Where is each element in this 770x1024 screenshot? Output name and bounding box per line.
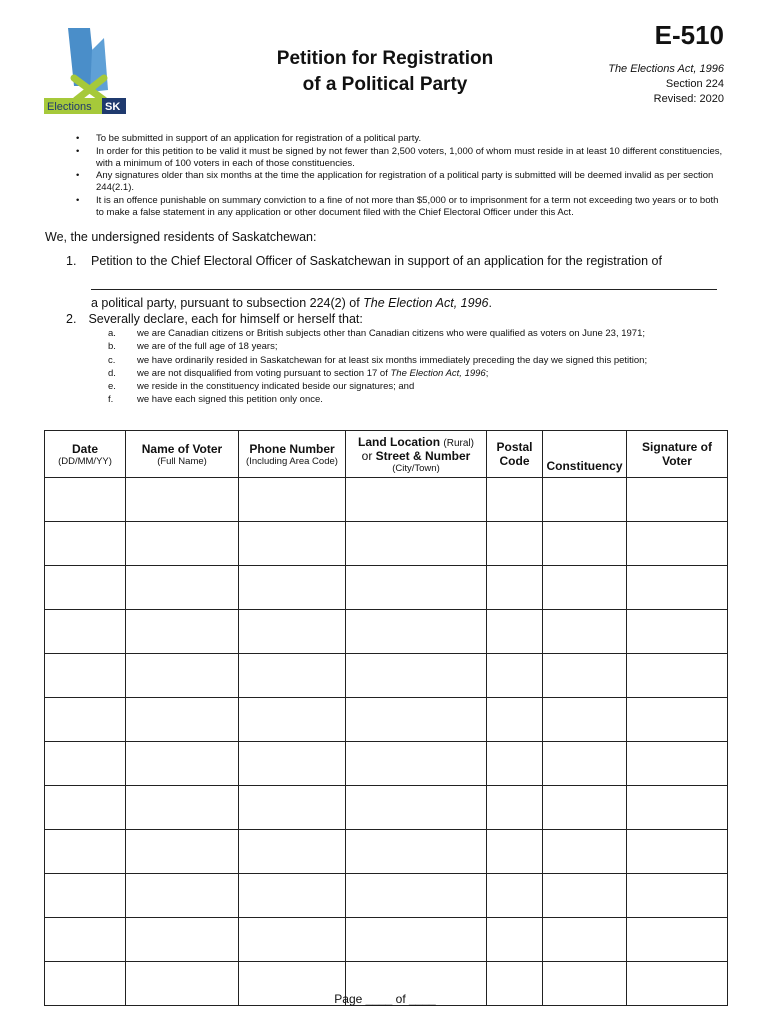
phone-cell[interactable] xyxy=(239,786,346,830)
constituency-cell[interactable] xyxy=(543,742,627,786)
header-label: Date xyxy=(71,441,98,456)
item-text: a political party, pursuant to subsection 224(2) of xyxy=(91,296,364,310)
intro-statement: We, the undersigned residents of Saskatchewan: xyxy=(45,230,317,244)
table-row xyxy=(45,918,728,962)
land-location-cell[interactable] xyxy=(346,830,487,874)
party-name-field[interactable] xyxy=(91,289,717,290)
signature-cell[interactable] xyxy=(627,786,728,830)
form-meta xyxy=(608,62,724,107)
column-header-postal-code xyxy=(487,431,543,478)
table-row xyxy=(45,654,728,698)
header-sublabel: (DD/MM/YY) xyxy=(58,455,112,467)
land-location-cell[interactable] xyxy=(346,786,487,830)
section-reference: Section 224 xyxy=(665,78,724,90)
land-location-cell[interactable] xyxy=(346,874,487,918)
voter-rows xyxy=(45,478,728,1006)
signature-cell[interactable] xyxy=(627,918,728,962)
column-header-date xyxy=(45,431,126,478)
land-location-cell[interactable] xyxy=(346,522,487,566)
signature-cell[interactable] xyxy=(627,742,728,786)
column-header-constituency xyxy=(543,431,627,478)
act-reference: The Elections Act, 1996 xyxy=(608,63,724,75)
declaration-item xyxy=(108,327,647,340)
table-header-row xyxy=(45,431,728,478)
header-label: Signature of Voter xyxy=(641,440,712,468)
header-sublabel: (City/Town) xyxy=(392,462,440,474)
phone-cell[interactable] xyxy=(239,654,346,698)
constituency-cell[interactable] xyxy=(543,918,627,962)
date-cell[interactable] xyxy=(45,874,126,918)
name-cell[interactable] xyxy=(126,874,239,918)
table-row xyxy=(45,522,728,566)
table-row xyxy=(45,698,728,742)
postal-code-cell[interactable] xyxy=(487,610,543,654)
declaration-item xyxy=(108,393,647,406)
phone-cell[interactable] xyxy=(239,522,346,566)
postal-code-cell[interactable] xyxy=(487,830,543,874)
signature-cell[interactable] xyxy=(627,566,728,610)
header-label: Land Location xyxy=(358,434,441,449)
declaration-text: we are not disqualified from voting pursuant to section 17 of xyxy=(137,367,391,379)
column-header-land-location xyxy=(346,431,487,478)
postal-code-cell[interactable] xyxy=(487,874,543,918)
header-inline-note: (Rural) xyxy=(443,437,474,449)
table-row xyxy=(45,566,728,610)
constituency-cell[interactable] xyxy=(543,874,627,918)
declaration-text: we are Canadian citizens or British subjects other than Canadian citizens who were qualified as voters on June 23, 1971; xyxy=(137,328,646,339)
declaration-letter: d. xyxy=(108,367,116,379)
declaration-letter: c. xyxy=(108,354,116,366)
petition-item-1-continued xyxy=(91,296,492,310)
punctuation: . xyxy=(488,296,492,310)
constituency-cell[interactable] xyxy=(543,478,627,522)
phone-cell[interactable] xyxy=(239,742,346,786)
signature-cell[interactable] xyxy=(627,874,728,918)
phone-cell[interactable] xyxy=(239,698,346,742)
constituency-cell[interactable] xyxy=(543,610,627,654)
land-location-cell[interactable] xyxy=(346,918,487,962)
page-counter: Page ____ of ____ xyxy=(334,992,436,1006)
declaration-item xyxy=(108,367,647,380)
constituency-cell[interactable] xyxy=(543,830,627,874)
constituency-cell[interactable] xyxy=(543,786,627,830)
date-cell[interactable] xyxy=(45,654,126,698)
postal-code-cell[interactable] xyxy=(487,786,543,830)
declaration-letter: e. xyxy=(108,381,116,393)
postal-code-cell[interactable] xyxy=(487,918,543,962)
name-cell[interactable] xyxy=(126,786,239,830)
land-location-cell[interactable] xyxy=(346,566,487,610)
signature-cell[interactable] xyxy=(627,522,728,566)
constituency-cell[interactable] xyxy=(543,522,627,566)
declaration-text: we have each signed this petition only once. xyxy=(137,394,323,406)
land-location-cell[interactable] xyxy=(346,654,487,698)
date-cell[interactable] xyxy=(45,566,126,610)
signature-cell[interactable] xyxy=(627,830,728,874)
instruction-item: • In order for this petition to be valid it must be signed by not fewer than 2,500 voters, 1,000 of whom must reside in at least 10 different constituencies, with a minimum of 100 voters in each of those constituencies. xyxy=(76,146,726,170)
header-label: Constituency xyxy=(546,459,623,473)
form-title-line1: Petition for Registration xyxy=(276,48,494,69)
name-cell[interactable] xyxy=(126,918,239,962)
declaration-item xyxy=(108,380,647,393)
table-row xyxy=(45,874,728,918)
signature-cell[interactable] xyxy=(627,698,728,742)
instructions-list xyxy=(76,133,726,219)
header-label: Name of Voter xyxy=(141,441,223,456)
signature-cell[interactable] xyxy=(627,478,728,522)
declaration-item xyxy=(108,340,647,353)
postal-code-cell[interactable] xyxy=(487,478,543,522)
date-cell[interactable] xyxy=(45,742,126,786)
signature-cell[interactable] xyxy=(627,610,728,654)
header-label: Postal Code xyxy=(496,440,533,468)
form-title-line2: of a Political Party xyxy=(302,74,468,95)
logo-text-sk: SK xyxy=(105,101,121,113)
phone-cell[interactable] xyxy=(239,918,346,962)
punctuation: ; xyxy=(485,367,489,379)
constituency-cell[interactable] xyxy=(543,698,627,742)
name-cell[interactable] xyxy=(126,654,239,698)
date-cell[interactable] xyxy=(45,522,126,566)
name-cell[interactable] xyxy=(126,610,239,654)
elections-sk-logo xyxy=(44,28,126,114)
date-cell[interactable] xyxy=(45,478,126,522)
constituency-cell[interactable] xyxy=(543,654,627,698)
land-location-cell[interactable] xyxy=(346,478,487,522)
voter-signature-table xyxy=(44,430,728,1006)
declaration-letter: f. xyxy=(108,394,114,406)
item-number: 1. xyxy=(66,254,77,268)
phone-cell[interactable] xyxy=(239,830,346,874)
column-header-name xyxy=(126,431,239,478)
name-cell[interactable] xyxy=(126,698,239,742)
item-text: Severally declare, each for himself or herself that: xyxy=(88,312,363,326)
declarations-list xyxy=(108,327,647,407)
instruction-item: • It is an offence punishable on summary conviction to a fine of not more than $5,000 or to imprisonment for a term not exceeding two years or to both to make a false statement in any application or other document filed with the Chief Electoral Officer under this Act. xyxy=(76,195,726,219)
table-row xyxy=(45,786,728,830)
land-location-cell[interactable] xyxy=(346,610,487,654)
item-text: Petition to the Chief Electoral Officer of Saskatchewan in support of an application for the registration of xyxy=(91,254,662,268)
postal-code-cell[interactable] xyxy=(487,522,543,566)
column-header-phone xyxy=(239,431,346,478)
header-label: Street & Number xyxy=(375,448,471,463)
act-name: The Election Act, 1996 xyxy=(363,296,489,310)
table-row xyxy=(45,742,728,786)
header-sublabel: (Full Name) xyxy=(157,455,207,467)
form-number: E-510 xyxy=(654,20,724,50)
table-row xyxy=(45,610,728,654)
revised-date: Revised: 2020 xyxy=(653,93,724,105)
postal-code-cell[interactable] xyxy=(487,698,543,742)
constituency-cell[interactable] xyxy=(543,566,627,610)
instruction-item: • To be submitted in support of an application for registration of a political party. xyxy=(76,133,726,145)
declaration-item xyxy=(108,354,647,367)
land-location-cell[interactable] xyxy=(346,698,487,742)
table-row xyxy=(45,478,728,522)
petition-item-2 xyxy=(66,312,363,326)
item-number: 2. xyxy=(66,312,77,326)
date-cell[interactable] xyxy=(45,786,126,830)
phone-cell[interactable] xyxy=(239,478,346,522)
postal-code-cell[interactable] xyxy=(487,654,543,698)
declaration-letter: a. xyxy=(108,328,116,339)
postal-code-cell[interactable] xyxy=(487,566,543,610)
column-header-signature xyxy=(627,431,728,478)
land-location-cell[interactable] xyxy=(346,742,487,786)
logo-text-elections: Elections xyxy=(47,101,92,113)
declaration-text: we have ordinarily resided in Saskatchewan for at least six months immediately preceding the day we signed this petition; xyxy=(137,354,648,366)
name-cell[interactable] xyxy=(126,478,239,522)
date-cell[interactable] xyxy=(45,830,126,874)
header-label: Phone Number xyxy=(249,441,335,456)
declaration-letter: b. xyxy=(108,341,116,353)
name-cell[interactable] xyxy=(126,830,239,874)
name-cell[interactable] xyxy=(126,742,239,786)
declaration-text: we are of the full age of 18 years; xyxy=(137,341,278,353)
phone-cell[interactable] xyxy=(239,874,346,918)
date-cell[interactable] xyxy=(45,610,126,654)
date-cell[interactable] xyxy=(45,698,126,742)
phone-cell[interactable] xyxy=(239,610,346,654)
header-connector: or xyxy=(361,448,376,463)
phone-cell[interactable] xyxy=(239,566,346,610)
act-name: The Election Act, 1996 xyxy=(390,367,486,379)
instruction-item: • Any signatures older than six months at the time the application for registration of a political party is submitted will be deemed invalid as per section 244(2.1). xyxy=(76,170,726,194)
date-cell[interactable] xyxy=(45,918,126,962)
table-row xyxy=(45,830,728,874)
signature-cell[interactable] xyxy=(627,654,728,698)
name-cell[interactable] xyxy=(126,566,239,610)
header-sublabel: (Including Area Code) xyxy=(246,455,338,467)
name-cell[interactable] xyxy=(126,522,239,566)
form-title xyxy=(250,46,520,98)
declaration-text: we reside in the constituency indicated beside our signatures; and xyxy=(137,381,415,393)
postal-code-cell[interactable] xyxy=(487,742,543,786)
